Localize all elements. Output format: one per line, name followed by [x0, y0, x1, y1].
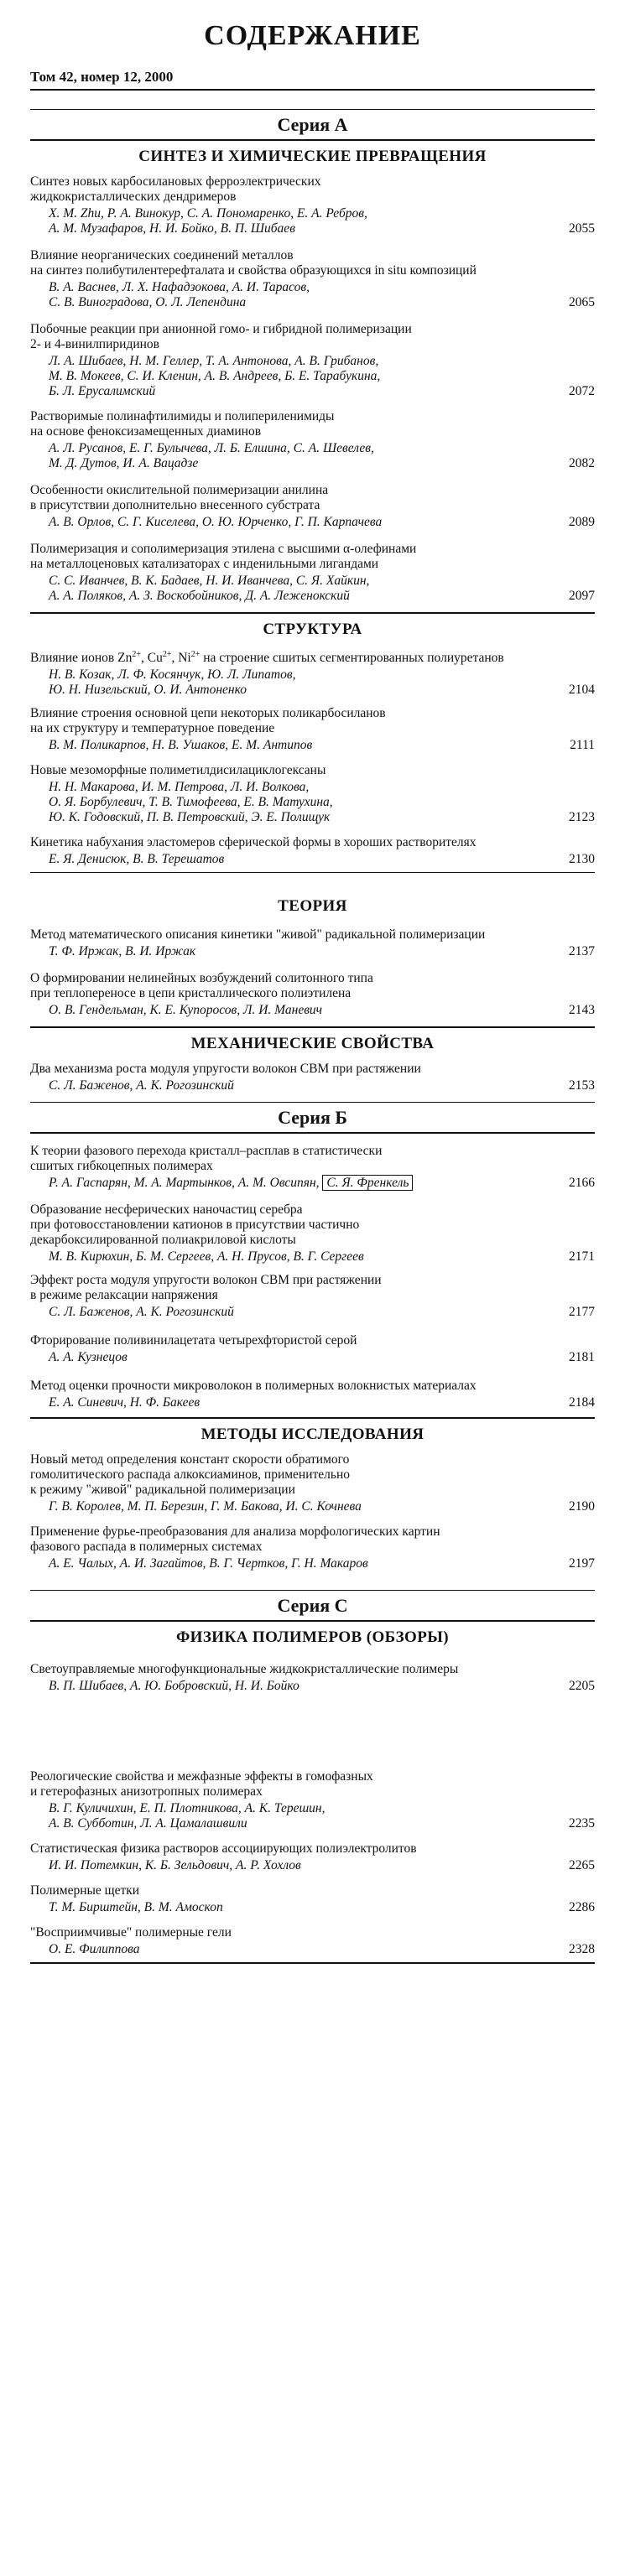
article-authors: А. Е. Чалых, А. И. Загайтов, В. Г. Чертков, Г. Н. Макаров — [49, 1556, 368, 1571]
article-authors: Г. В. Королев, М. П. Березин, Г. М. Бакова, И. С. Кочнева — [49, 1499, 362, 1514]
toc-entry[interactable] — [30, 1883, 595, 1915]
page-number: 2104 — [569, 683, 595, 698]
toc-entry[interactable] — [30, 409, 595, 471]
article-authors: Т. М. Бирштейн, В. М. Амоскоп — [49, 1900, 223, 1914]
article-title: Кинетика набухания эластомеров сферической формы в хороших растворителях — [30, 835, 477, 849]
toc-entry[interactable] — [30, 1925, 595, 1957]
page-number: 2166 — [569, 1176, 595, 1190]
article-title: Два механизма роста модуля упругости волокон СВМ при растяжении — [30, 1062, 421, 1076]
article-authors: А. Л. Русанов, Е. Г. Булычева, Л. Б. Елшина, С. А. Шевелев, М. Д. Дутов, И. А. Вацадзе — [49, 441, 374, 470]
article-authors: Н. В. Козак, Л. Ф. Косянчук, Ю. Л. Липатов, Ю. Н. Низельский, О. И. Антоненко — [49, 667, 296, 698]
article-authors: С. Л. Баженов, А. К. Рогозинский — [49, 1305, 234, 1319]
article-title: Полимеризация и сополимеризация этилена с высшими α-олефинами на металлоценовых катализаторах с инденильными лигандами — [30, 542, 417, 571]
article-title: О формировании нелинейных возбуждений солитонного типа при теплопереносе в цепи кристаллического полиэтилена — [30, 971, 373, 1000]
article-title: Синтез новых карбосилановых ферроэлектрических жидкокристаллических дендримеров — [30, 174, 321, 204]
article-authors: В. А. Васнев, Л. Х. Нафадзокова, А. И. Тарасов, С. В. Виноградова, О. Л. Лепендина — [49, 280, 310, 309]
toc-entry[interactable] — [30, 706, 595, 753]
divider — [30, 1102, 595, 1103]
article-authors: Н. Н. Макарова, И. М. Петрова, Л. И. Волкова, О. Я. Борбулевич, Т. В. Тимофеева, Е. В. Матухина, Ю. К. Годовский, П. В. Петровский, Э. Е. Полищук — [49, 780, 333, 824]
section-heading-structure: СТРУКТУРА — [263, 621, 362, 638]
toc-entry[interactable] — [30, 542, 595, 604]
page-number: 2235 — [569, 1816, 595, 1831]
article-title: "Восприимчивые" полимерные гели — [30, 1925, 232, 1940]
article-authors: А. А. Кузнецов — [49, 1350, 128, 1364]
toc-entry[interactable] — [30, 763, 595, 825]
section-heading-theory: ТЕОРИЯ — [278, 897, 347, 915]
page-number: 2153 — [569, 1078, 595, 1093]
section-heading-physics: ФИЗИКА ПОЛИМЕРОВ (ОБЗОРЫ) — [175, 1628, 450, 1646]
divider — [30, 1962, 595, 1964]
article-title: Эффект роста модуля упругости волокон СВМ при растяжении в режиме релаксации напряжения — [30, 1273, 382, 1302]
toc-entry[interactable] — [30, 483, 595, 530]
page-number: 2072 — [569, 384, 595, 398]
article-title: Применение фурье-преобразования для анализа морфологических картин фазового распада в полимерных системах — [30, 1524, 440, 1554]
page-number: 2197 — [569, 1556, 595, 1571]
toc-entry[interactable] — [30, 1769, 595, 1831]
article-title: Метод оценки прочности микроволокон в полимерных волокнистых материалах — [30, 1379, 477, 1393]
toc-entry[interactable] — [30, 647, 595, 698]
article-title: Побочные реакции при анионной гомо- и гибридной полимеризации 2- и 4-винилпиридинов — [30, 322, 412, 351]
divider — [30, 139, 595, 141]
toc-entry[interactable] — [30, 1273, 595, 1320]
article-authors: Т. Ф. Иржак, В. И. Иржак — [49, 944, 196, 958]
article-title: Метод математического описания кинетики "живой" радикальной полимеризации — [30, 927, 486, 942]
page-number: 2137 — [569, 944, 595, 958]
page-number: 2123 — [569, 810, 595, 824]
page-number: 2082 — [569, 456, 595, 470]
article-authors: В. Г. Куличихин, Е. П. Плотникова, А. К. Терешин, А. В. Субботин, Л. А. Цамалашвили — [49, 1801, 326, 1831]
section-heading-methods: МЕТОДЫ ИССЛЕДОВАНИЯ — [201, 1426, 424, 1443]
divider — [30, 1417, 595, 1419]
article-title: К теории фазового перехода кристалл–расплав в статистически сшитых гибкоцепных полимерах — [30, 1144, 383, 1173]
divider — [30, 612, 595, 614]
article-authors: И. И. Потемкин, К. Б. Зельдович, А. Р. Хохлов — [49, 1858, 301, 1872]
article-title: Светоуправляемые многофункциональные жидкокристаллические полимеры — [30, 1662, 459, 1676]
article-authors: Е. Я. Денисюк, В. В. Терешатов — [49, 852, 225, 866]
article-title: Растворимые полинафтилимиды и полипериленимиды на основе феноксизамещенных диаминов — [30, 409, 335, 439]
page-number: 2328 — [569, 1942, 595, 1956]
article-title: Статистическая физика растворов ассоциирующих полиэлектролитов — [30, 1841, 417, 1856]
section-heading-mechanical: МЕХАНИЧЕСКИЕ СВОЙСТВА — [190, 1035, 435, 1052]
toc-entry[interactable] — [30, 1452, 595, 1514]
article-authors: М. В. Кирюхин, Б. М. Сергеев, А. Н. Прусов, В. Г. Сергеев — [49, 1249, 364, 1264]
divider — [30, 872, 595, 873]
issue-line: Том 42, номер 12, 2000 — [30, 69, 174, 85]
article-authors: С. Л. Баженов, А. К. Рогозинский — [49, 1078, 234, 1093]
divider — [30, 1026, 595, 1028]
toc-entry[interactable] — [30, 1662, 595, 1694]
article-title: Образование несферических наночастиц серебра при фотовосстановлении катионов в присутствии частично декарбоксилированной полиакриловой кислоты — [30, 1202, 360, 1247]
article-authors: О. В. Гендельман, К. Е. Купоросов, Л. И. Маневич — [49, 1003, 323, 1017]
article-authors: Р. А. Гаспарян, М. А. Мартынков, А. М. Овсипян, С. Я. Френкель — [30, 1176, 595, 1191]
page-number: 2143 — [569, 1003, 595, 1017]
page-number: 2097 — [569, 589, 595, 603]
page-number: 2130 — [569, 852, 595, 866]
divider — [30, 1590, 595, 1591]
toc-entry[interactable] — [30, 1202, 595, 1265]
toc-entry[interactable] — [30, 1062, 595, 1093]
article-title: Полимерные щетки — [30, 1883, 140, 1898]
article-title: Особенности окислительной полимеризации анилина в присутствии дополнительно внесенного субстрата — [30, 483, 329, 512]
toc-entry[interactable] — [30, 322, 595, 399]
page-title: СОДЕРЖАНИЕ — [204, 20, 421, 51]
page-number: 2190 — [569, 1499, 595, 1514]
article-authors: В. П. Шибаев, А. Ю. Бобровский, Н. И. Бойко — [49, 1679, 299, 1693]
article-authors: Х. М. Zhu, Р. А. Винокур, С. А. Пономаренко, Е. А. Ребров, А. М. Музафаров, Н. И. Бойко, В. П. Шибаев — [49, 206, 367, 236]
divider — [30, 1132, 595, 1134]
page-number: 2265 — [569, 1858, 595, 1872]
divider — [30, 89, 595, 91]
toc-entry[interactable] — [30, 1524, 595, 1571]
series-a-heading: Серия А — [277, 114, 348, 135]
page-number: 2286 — [569, 1900, 595, 1914]
article-authors: О. Е. Филиппова — [49, 1942, 140, 1956]
toc-entry[interactable] — [30, 971, 595, 1018]
page-number: 2177 — [569, 1305, 595, 1319]
section-heading-synthesis: СИНТЕЗ И ХИМИЧЕСКИЕ ПРЕВРАЩЕНИЯ — [138, 148, 487, 165]
toc-entry[interactable] — [30, 835, 595, 867]
page-number: 2181 — [569, 1350, 595, 1364]
page-number: 2089 — [569, 515, 595, 529]
boxed-author-name: С. Я. Френкель — [322, 1175, 413, 1191]
article-title: Реологические свойства и межфазные эффекты в гомофазных и гетерофазных анизотропных полимерах — [30, 1769, 373, 1799]
toc-entry[interactable] — [30, 1379, 595, 1410]
page-number: 2184 — [569, 1395, 595, 1410]
article-authors: Е. А. Синевич, Н. Ф. Бакеев — [49, 1395, 201, 1410]
article-authors: В. М. Поликарпов, Н. В. Ушаков, Е. М. Антипов — [49, 738, 313, 752]
divider — [30, 1620, 595, 1622]
toc-entry[interactable] — [30, 248, 595, 310]
article-authors: Л. А. Шибаев, Н. М. Геллер, Т. А. Антонова, А. В. Грибанов, М. В. Мокеев, С. И. Кленин, А. В. Андреев, Б. Е. Тарабукина, Б. Л. Ерусалимский — [49, 354, 381, 398]
toc-entry[interactable] — [30, 1144, 595, 1191]
article-title: Влияние неорганических соединений металлов на синтез полибутилентерефталата и свойства образующихся in situ композиций — [30, 248, 477, 278]
article-authors: А. В. Орлов, С. Г. Киселева, О. Ю. Юрченко, Г. П. Карпачева — [49, 515, 383, 529]
series-c-heading: Серия С — [277, 1595, 348, 1616]
toc-entry[interactable] — [30, 1333, 595, 1365]
page-number: 2171 — [569, 1249, 595, 1264]
toc-entry[interactable] — [30, 174, 595, 236]
article-title: Новые мезоморфные полиметилдисилациклогексаны — [30, 763, 326, 777]
divider — [30, 109, 595, 110]
page-number: 2205 — [569, 1679, 595, 1693]
article-title: Влияние ионов $Zn^{2+}$, $Cu^{2+}$, $Ni^{2+}$ на строение сшитых сегментированных полиуретанов — [30, 650, 504, 666]
article-title: Влияние строения основной цепи некоторых поликарбосиланов на их структуру и температурное поведение — [30, 706, 386, 735]
page-number: 2055 — [569, 221, 595, 236]
article-authors: С. С. Иванчев, В. К. Бадаев, Н. И. Иванчева, С. Я. Хайкин, А. А. Поляков, А. З. Воскобойников, Д. А. Леженокский — [49, 574, 370, 603]
article-title: Фторирование поливинилацетата четырехфтористой серой — [30, 1333, 357, 1348]
page-number: 2111 — [570, 738, 595, 752]
page-number: 2065 — [569, 295, 595, 309]
toc-entry[interactable] — [30, 1841, 595, 1873]
article-title: Новый метод определения констант скорости обратимого гомолитического распада алкоксиаминов, применительно к режиму "живой" радикальной полимеризации — [30, 1452, 351, 1497]
series-b-heading: Серия Б — [278, 1107, 347, 1128]
toc-entry[interactable] — [30, 927, 595, 959]
